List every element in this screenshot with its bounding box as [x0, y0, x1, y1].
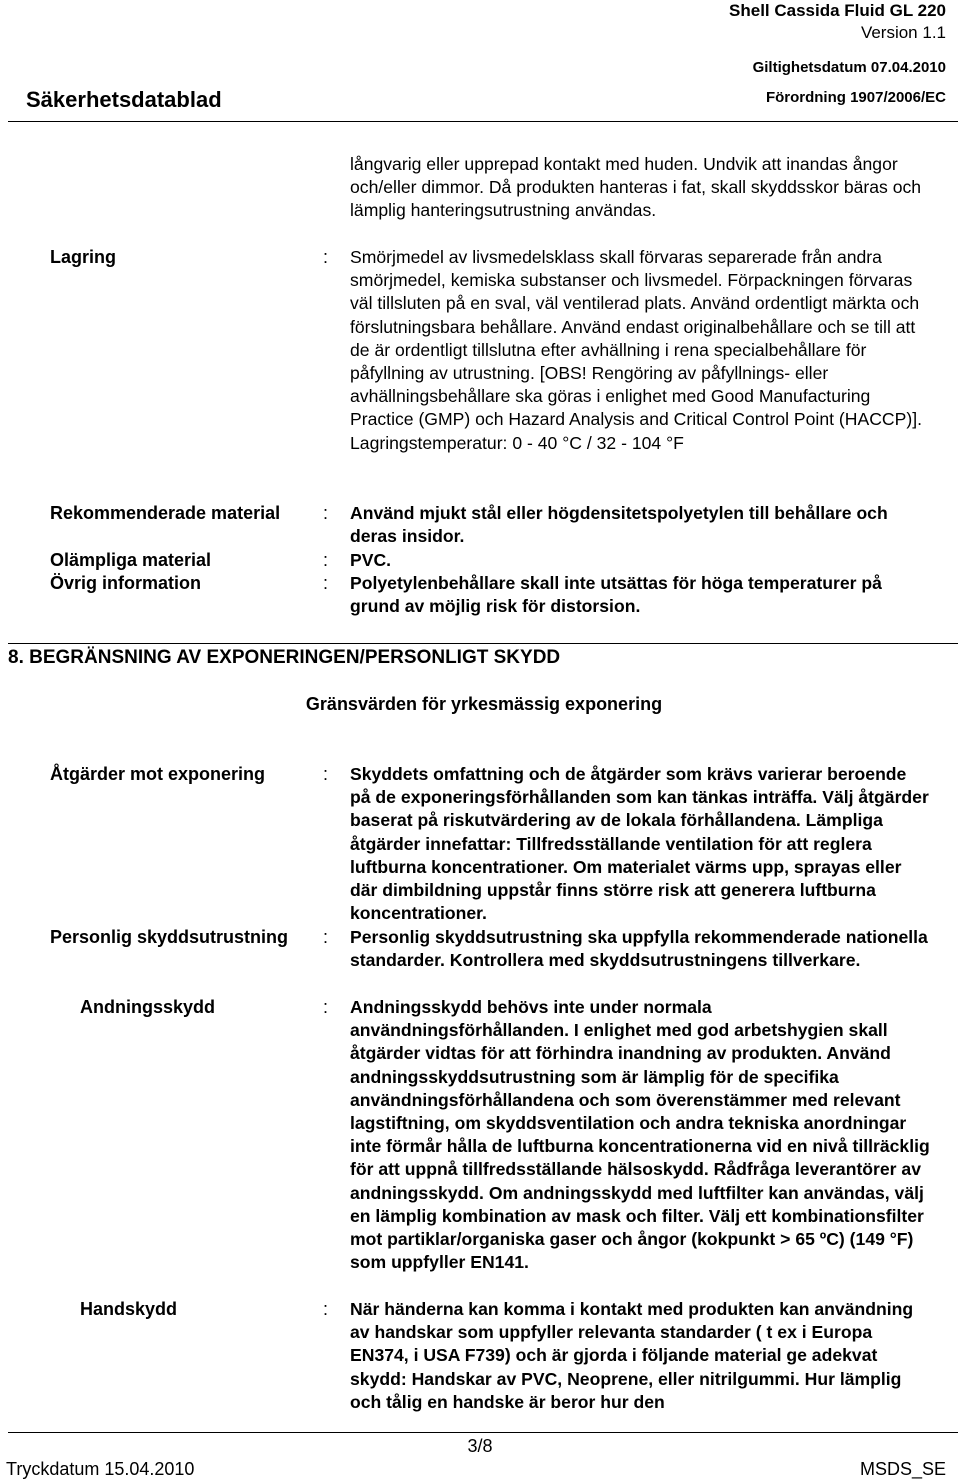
other-info-colon: :: [323, 573, 329, 593]
footer-rule: [8, 1432, 958, 1433]
ppe-text: Personlig skyddsutrustning ska uppfylla rekommenderade nationella standarder. Kontrollera med skyddsutrustningens tillverkare.: [350, 927, 928, 971]
validity-date: Giltighetsdatum 07.04.2010: [752, 59, 946, 76]
respiratory-protection-text: Andningsskydd behövs inte under normala användningsförhållanden. I enlighet med god arbetshygien skall åtgärder vidtas för att förhindra inandning av produkten. Använd andningsskyddsutrustning som är lämplig för de specifika användningsförhållandena och som överenstämmer med relevant lagstiftning, om skyddsventilation och andra tekniska anordningar inte förmår hålla de luftburna koncentrationerna vid en nivå tillräcklig för att uppnå tillfredsställande hälsoskydd. Rådfråga leverantörer av andningsskydd. Om andningsskydd med luftfilter kan användas, välj en lämplig kombination av mask och filter. Välj ett kombinationsfilter mot partiklar/organiska gaser och ångor (kokpunkt > 65 ºC) (149 °F) som uppfyller EN141.: [350, 997, 930, 1273]
recommended-materials-text: Använd mjukt stål eller högdensitetspolyetylen till behållare och deras insidor.: [350, 503, 888, 547]
product-name: Shell Cassida Fluid GL 220: [729, 1, 946, 20]
storage-text-note: [OBS! Rengöring av påfyllnings- eller avhällningsbehållare ska göras i enlighet med Good Manufacturing Practice (GMP) och Hazard Analysis and Critical Control Point (HACCP)]. Lagringstemperatur: 0 - 40 °C / 32 - 104 °F: [350, 363, 922, 453]
unsuitable-materials-colon: :: [323, 550, 329, 570]
other-info-label: Övrig information: [50, 573, 202, 593]
hand-protection-colon: :: [323, 1299, 329, 1319]
handling-continuation: långvarig eller upprepad kontakt med huden. Undvik att inandas ångor och/eller dimmor. Då produkten hanteras i fat, skall skyddsskor bäras och lämplig hanteringsutrustning användas.: [350, 154, 922, 221]
print-date: Tryckdatum 15.04.2010: [6, 1459, 195, 1479]
unsuitable-materials-label: Olämpliga material: [50, 550, 212, 570]
recommended-materials-label: Rekommenderade material: [50, 503, 281, 523]
exposure-controls-label: Åtgärder mot exponering: [50, 764, 266, 784]
exposure-limits-subtitle: Gränsvärden för yrkesmässig exponering: [305, 694, 663, 714]
exposure-controls-text: Skyddets omfattning och de åtgärder som krävs varierar beroende på de exponeringsförhållanden som kan tänkas inträffa. Välj åtgärder baserat på riskutvärdering av de lokala förhållandena. Lämpliga åtgärder innefattar: Tillfredsställande ventilation för att reglera luftburna koncentrationer. Om materialet värms upp, sprayas eller där dimbildning uppstår finns större risk att generera luftburna koncentrationer.: [350, 764, 929, 924]
other-info-text: Polyetylenbehållare skall inte utsättas för höga temperaturer på grund av möjlig risk för distorsion.: [350, 573, 882, 617]
storage-colon: :: [323, 247, 329, 267]
header-rule: [8, 121, 958, 122]
document-type: Säkerhetsdatablad: [26, 87, 222, 112]
unsuitable-materials-text: PVC.: [350, 550, 392, 570]
section-8-title: 8. BEGRÄNSNING AV EXPONERINGEN/PERSONLIGT SKYDD: [8, 647, 561, 668]
exposure-controls-colon: :: [323, 764, 329, 784]
document-code: MSDS_SE: [859, 1459, 946, 1479]
storage-label: Lagring: [50, 247, 116, 267]
regulation: Förordning 1907/2006/EC: [765, 89, 946, 106]
page-number: 3/8: [467, 1436, 493, 1456]
hand-protection-text: När händerna kan komma i kontakt med produkten kan användning av handskar som uppfyller relevanta standarder ( t ex i Europa EN374, i USA F739) och är gjorda i följande material ge adekvat skydd: Handskar av PVC, Neoprene, eller nitrilgummi. Hur lämplig och tålig en handske är beror hur den: [350, 1299, 914, 1412]
recommended-materials-colon: :: [323, 503, 329, 523]
respiratory-protection-colon: :: [323, 997, 329, 1017]
version: Version 1.1: [860, 23, 946, 42]
ppe-label: Personlig skyddsutrustning: [50, 927, 289, 947]
hand-protection-label: Handskydd: [80, 1299, 178, 1319]
storage-text: [350, 246, 930, 455]
respiratory-protection-label: Andningsskydd: [80, 997, 216, 1017]
ppe-colon: :: [323, 927, 329, 947]
section-rule: [8, 643, 958, 644]
storage-text-main: Smörjmedel av livsmedelsklass skall förvaras separerade från andra smörjmedel, kemiska substanser och livsmedel. Förpackningen förvaras väl tillsluten på en sval, väl ventilerad plats. Använd ordentligt märkta och förslutningsbara behållare. Använd endast originalbehållare och se till att de är ordentligt tillslutna efter avhällning i rena specialbehållare för påfyllning av utrustning.: [350, 247, 920, 384]
